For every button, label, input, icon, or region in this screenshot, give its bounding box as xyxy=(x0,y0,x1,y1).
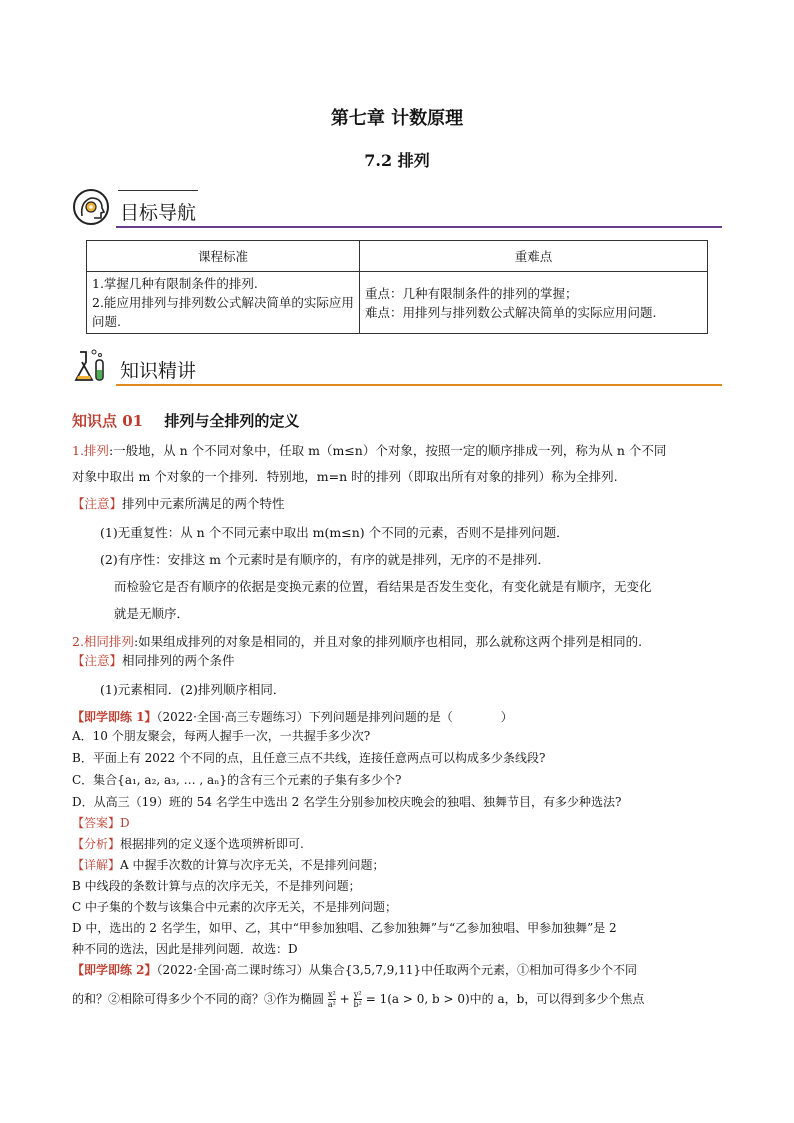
definition-lead: 1.排列 xyxy=(72,443,109,458)
same-text: :如果组成排列的对象是相同的，并且对象的排列顺序也相同，那么就称这两个排列是相同的. xyxy=(133,634,643,649)
same-lead: 2.相同排列 xyxy=(72,634,134,649)
answer-line xyxy=(72,814,130,831)
note-1 xyxy=(72,494,285,512)
detail-line-d1: D 中，选出的 2 名学生，如甲、乙，其中“甲参加独唱、乙参加独舞”与“乙参加独唱、甲参加独舞”是 2 xyxy=(72,921,617,935)
standard-item: 2.能应用排列与排列数公式解决简单的实际应用问题. xyxy=(92,295,354,329)
exercise-2-line-2 xyxy=(72,990,644,1009)
head-gear-icon xyxy=(72,188,112,228)
note-2-point: (1)元素相同．(2)排列顺序相同． xyxy=(100,682,286,697)
definition-text: :一般地，从 n 个不同对象中，任取 m（m≤n）个对象，按照一定的顺序排成一列，称为从 n 个不同 xyxy=(108,443,667,458)
knowledge-section-header xyxy=(72,346,722,392)
purple-rule xyxy=(116,226,722,228)
detail-line-b: B 中线段的条数计算与点的次序无关，不是排列问题； xyxy=(72,879,361,893)
definition-line-2: 对象中取出 m 个对象的一个排列．特别地，m=n 时的排列（即取出所有对象的排列）称为全排列. xyxy=(72,469,618,484)
definition-line-1 xyxy=(72,441,666,459)
option-c: C．集合{a₁, a₂, a₃, … , aₙ}的含有三个元素的子集有多少个? xyxy=(72,773,402,787)
goal-section-header xyxy=(72,188,722,234)
note-tag: 【注意】 xyxy=(72,653,123,668)
answer-value: D xyxy=(120,816,130,830)
same-permutation-line xyxy=(72,632,642,650)
table-header: 课程标准 xyxy=(87,241,360,272)
standard-item: 1.掌握几种有限制条件的排列. xyxy=(92,276,258,291)
detail-line-d2: 种不同的选法，因此是排列问题．故选：D xyxy=(72,942,298,956)
exercise-tag: 【即学即练 1】 xyxy=(72,710,157,724)
knowledge-section-label: 知识精讲 xyxy=(120,360,197,382)
kp-title xyxy=(72,410,299,431)
difficulty-item: 重点：几种有限制条件的排列的掌握； xyxy=(365,285,578,301)
exercise-2-text-a: 的和？②相除可得多少个不同的商？③作为椭圆 xyxy=(72,992,325,1006)
goal-table xyxy=(86,240,708,334)
exercise-source: （2022·全国·高三专题练习）下列问题是排列问题的是（ ） xyxy=(156,710,513,724)
kp-heading: 排列与全排列的定义 xyxy=(164,412,300,430)
section-title: 7.2 排列 xyxy=(364,151,430,170)
fraction-num: y² xyxy=(353,990,362,999)
exercise-2-text-b: = 1(a > 0, b > 0)中的 a，b，可以得到多少个焦点 xyxy=(365,992,645,1006)
exercise-2-text: （2022·全国·高二课时练习）从集合{3,5,7,9,11}中任取两个元素，①相加可得多少个不同 xyxy=(156,963,638,977)
answer-tag: 【答案】 xyxy=(72,816,121,830)
exercise-2-line-1 xyxy=(72,961,637,978)
note-1-point-3b: 就是无顺序． xyxy=(114,606,190,621)
fraction-x xyxy=(328,990,336,1009)
plus-sign: + xyxy=(339,992,350,1006)
orange-rule xyxy=(116,384,722,386)
standards-cell xyxy=(87,272,360,334)
goal-section-label: 目标导航 xyxy=(120,202,197,224)
exercise-tag: 【即学即练 2】 xyxy=(72,963,157,977)
detail-text: A 中握手次数的计算与次序无关，不是排列问题； xyxy=(120,858,385,872)
fraction-num: x² xyxy=(327,990,336,999)
note-text: 相同排列的两个条件 xyxy=(122,653,235,668)
detail-tag: 【详解】 xyxy=(72,858,121,872)
note-1-point-2: (2)有序性：安排这 m 个元素时是有顺序的，有序的就是排列，无序的不是排列． xyxy=(100,552,551,567)
fraction-y xyxy=(354,990,362,1009)
fraction-den: b² xyxy=(353,1000,362,1009)
analysis-tag: 【分析】 xyxy=(72,837,121,851)
detail-line-c: C 中子集的个数与该集合中元素的次序无关，不是排列问题； xyxy=(72,900,397,914)
note-text: 排列中元素所满足的两个特性 xyxy=(122,496,285,511)
note-1-point-1: (1)无重复性：从 n 个不同元素中取出 m(m≤n) 个不同的元素，否则不是排列问题． xyxy=(100,525,569,540)
fraction-den: a² xyxy=(327,1000,336,1009)
flask-icon xyxy=(72,346,112,386)
analysis-text: 根据排列的定义逐个选项辨析即可. xyxy=(120,837,304,851)
exercise-1-head xyxy=(72,708,513,725)
decor-line xyxy=(118,190,198,191)
analysis-line xyxy=(72,835,304,852)
note-1-point-3a: 而检验它是否有顺序的依据是变换元素的位置，看结果是否发生变化，有变化就是有顺序，无变化 xyxy=(114,579,652,594)
chapter-title: 第七章 计数原理 xyxy=(330,108,464,129)
note-tag: 【注意】 xyxy=(72,496,123,511)
option-a: A．10 个朋友聚会，每两人握手一次，一共握手多少次? xyxy=(72,729,371,743)
table-header: 重难点 xyxy=(360,241,708,272)
kp-number: 知识点 01 xyxy=(72,412,144,430)
detail-line-a xyxy=(72,856,385,873)
difficulty-item: 难点：用排列与排列数公式解决简单的实际应用问题. xyxy=(365,304,657,320)
option-b: B．平面上有 2022 个不同的点，且任意三点不共线，连接任意两点可以构成多少条线段? xyxy=(72,751,546,765)
difficulties-cell xyxy=(360,272,708,334)
note-2 xyxy=(72,651,235,669)
option-d: D．从高三（19）班的 54 名学生中选出 2 名学生分别参加校庆晚会的独唱、独舞节目，有多少种选法? xyxy=(72,795,622,809)
